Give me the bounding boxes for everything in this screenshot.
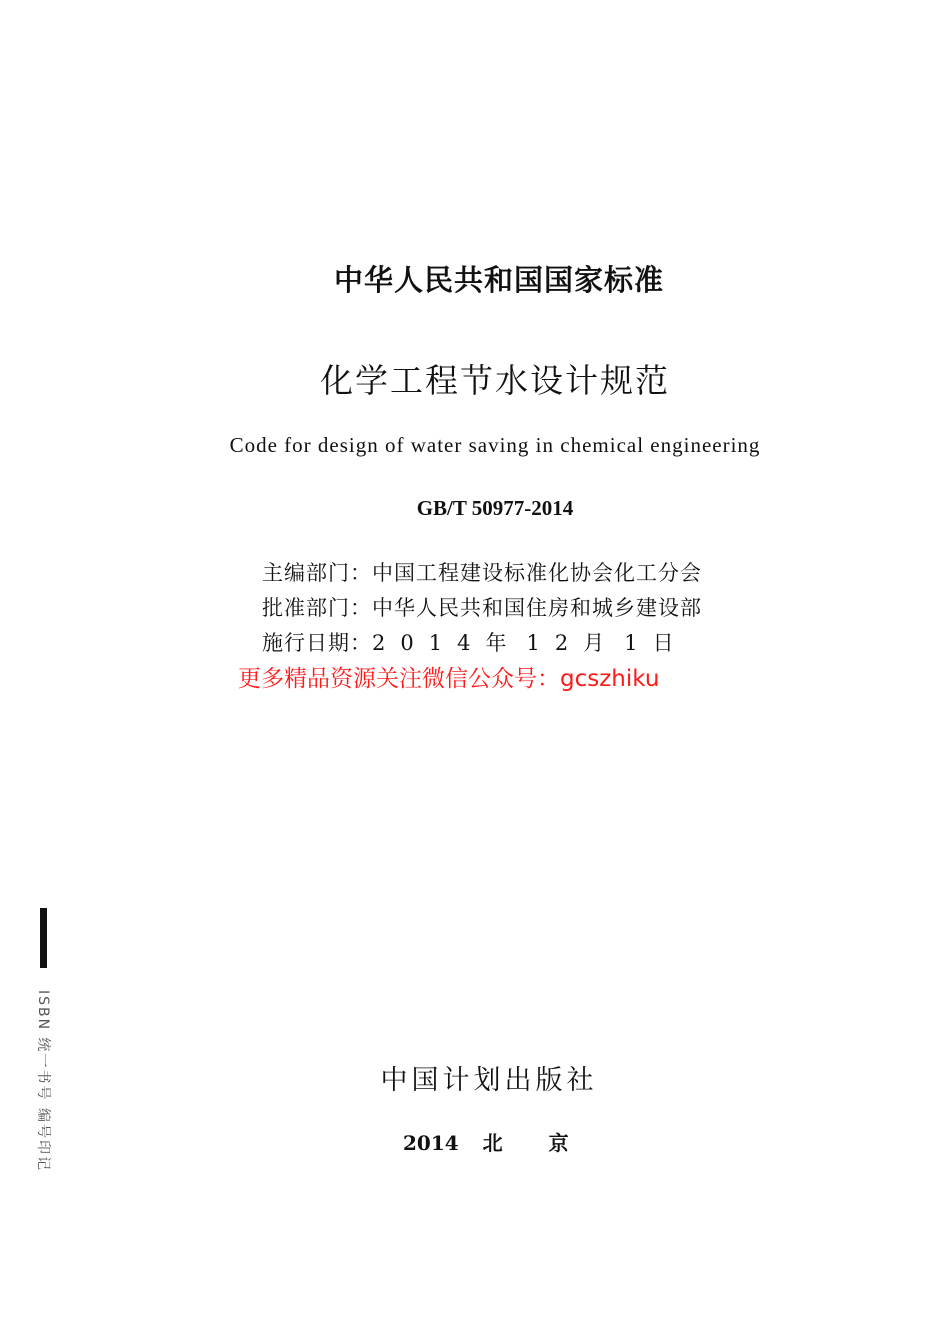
effective-date-year: 2014: [372, 631, 486, 655]
effective-date-month: 12: [526, 631, 584, 655]
publication-city-char-2: 京: [548, 1131, 569, 1155]
publisher-name: 中国计划出版社: [380, 1065, 598, 1096]
side-stamp-text: ISBN 统一书号 编号印记: [35, 990, 51, 1172]
standard-series-title: 中华人民共和国国家标准: [333, 263, 664, 297]
publication-year: 2014: [403, 1131, 459, 1155]
promo-watermark-text: 更多精品资源关注微信公众号：gcszhiku: [238, 666, 660, 692]
document-title-chinese: 化学工程节水设计规范: [320, 361, 670, 400]
effective-date: [262, 627, 674, 657]
effective-date-label: 施行日期：: [262, 631, 372, 655]
publication-city-char-1: 北: [482, 1131, 503, 1155]
publication-year-city: [403, 1127, 569, 1156]
scan-edge-mark: [40, 908, 47, 968]
effective-date-day-unit: 日: [652, 631, 674, 655]
effective-date-year-unit: 年: [485, 631, 507, 655]
standard-number: GB/T 50977-2014: [416, 496, 574, 520]
approving-department: 批准部门：中华人民共和国住房和城乡建设部: [262, 596, 702, 620]
effective-date-day: 1: [624, 631, 653, 655]
effective-date-month-unit: 月: [583, 631, 605, 655]
chief-editor-department: 主编部门：中国工程建设标准化协会化工分会: [262, 561, 702, 585]
document-title-english: Code for design of water saving in chemical engineering: [229, 433, 761, 457]
